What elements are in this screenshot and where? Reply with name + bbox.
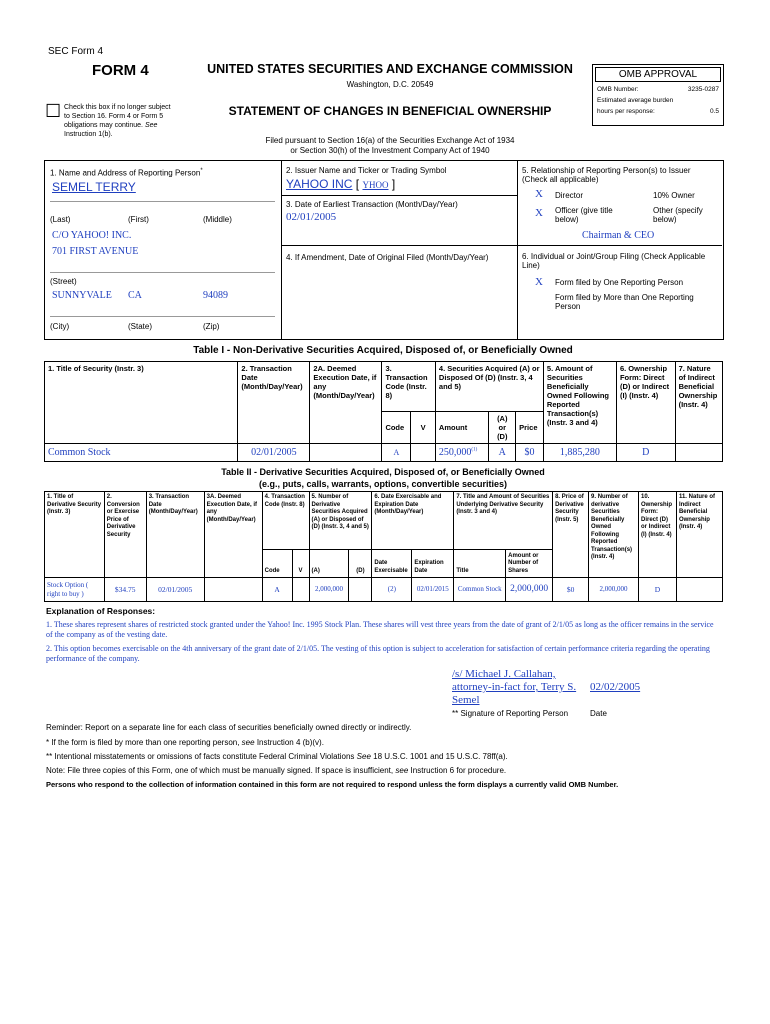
t2-h-owned: 9. Number of derivative Securities Beneficially Owned Following Reported Transaction(s) (Instr. 4) [589, 492, 639, 578]
address-line1: C/O YAHOO! INC. [52, 230, 132, 241]
issuer-name: YAHOO INC [286, 177, 353, 191]
earliest-transaction-date: 02/01/2005 [286, 211, 337, 223]
director-check[interactable]: X [535, 188, 543, 200]
t1-amount: 250,000$^{(1)}$ [435, 444, 488, 462]
sec-form-label: SEC Form 4 [48, 46, 104, 57]
address-line2: 701 FIRST AVENUE [52, 246, 139, 257]
t2-h-amount: Amount or Number of Shares [506, 550, 553, 578]
footnote-note: Note: File three copies of this Form, one of which must be manually signed. If space is insufficient, see Instruction 6 for procedure. [46, 766, 507, 775]
t1-transaction-date: 02/01/2005 [238, 444, 310, 462]
omb-notice: Persons who respond to the collection of information contained in this form are not required to respond unless the form displays a currently valid OMB Number. [46, 780, 619, 789]
t1-aord: A [489, 444, 516, 462]
t1-h-aord: (A) or (D) [489, 412, 516, 444]
t2-h-underlying: 7. Title and Amount of Securities Underlying Derivative Security (Instr. 3 and 4) [454, 492, 553, 550]
reminder: Reminder: Report on a separate line for each class of securities beneficially owned directly or indirectly. [46, 723, 412, 732]
t2-code: A [262, 578, 292, 602]
city-value: SUNNYVALE [52, 290, 112, 301]
t1-h-owned: 5. Amount of Securities Beneficially Owned Following Reported Transaction(s) (Instr. 3 and 4) [543, 362, 616, 444]
explanation-title: Explanation of Responses: [46, 606, 156, 616]
officer-check[interactable]: X [535, 207, 543, 219]
t1-h-title: 1. Title of Security (Instr. 3) [45, 362, 238, 444]
commission-location: Washington, D.C. 20549 [346, 80, 434, 89]
t1-owned: 1,885,280 [543, 444, 616, 462]
t2-h-price: 8. Price of Derivative Security (Instr. 5) [553, 492, 589, 578]
issuer-line: YAHOO INC [ YHOO ] [286, 177, 396, 191]
officer-title: Chairman & CEO [582, 230, 655, 241]
signature-date: 02/02/2005 [590, 681, 641, 693]
no-longer-subject-checkbox[interactable]: ☐ [45, 101, 62, 121]
t2-h-exp: Expiration Date [412, 550, 454, 578]
middle-label: (Middle) [203, 215, 232, 224]
t2-h-exercisable: 6. Date Exercisable and Expiration Date (Month/Day/Year) [372, 492, 454, 550]
t1-h-nature: 7. Nature of Indirect Beneficial Ownership (Instr. 4) [675, 362, 722, 444]
t2-h-nature: 11. Nature of Indirect Beneficial Ownership (Instr. 4) [676, 492, 722, 578]
t1-code: A [382, 444, 411, 462]
table-row [45, 444, 723, 462]
omb-number-row: OMB Number: 3235-0287 [597, 86, 719, 93]
t2-owned: 2,000,000 [589, 578, 639, 602]
box4-label: 4. If Amendment, Date of Original Filed (Month/Day/Year) [286, 253, 489, 262]
box5-label: 5. Relationship of Reporting Person(s) to Issuer (Check all applicable) [522, 166, 691, 184]
t2-exercisable: (2) [372, 578, 412, 602]
date-label: Date [590, 709, 607, 718]
box2-label: 2. Issuer Name and Ticker or Trading Symbol [286, 166, 447, 175]
box3-label: 3. Date of Earliest Transaction (Month/Day/Year) [286, 200, 458, 209]
t2-underlying-title: Common Stock [454, 578, 506, 602]
reporting-person-name: SEMEL TERRY [52, 180, 136, 194]
signature-label: ** Signature of Reporting Person [452, 709, 569, 718]
last-label: (Last) [50, 215, 71, 224]
omb-approval-box [592, 64, 724, 126]
officer-label: Officer (give title below) [555, 206, 613, 224]
table1 [44, 361, 723, 462]
t2-h-conversion: 2. Conversion or Exercise Price of Derivative Security [104, 492, 146, 578]
form-title: FORM 4 [92, 62, 149, 79]
t2-h-title: 1. Title of Derivative Security (Instr. 3) [45, 492, 105, 578]
state-label: (State) [128, 322, 153, 331]
table1-title: Table I - Non-Derivative Securities Acquired, Disposed of, or Beneficially Owned [193, 345, 573, 356]
t2-h-v: V [292, 550, 309, 578]
checkbox-instructions: Check this box if no longer subject to Section 16. Form 4 or Form 5 obligations may continue. See Instruction 1(b). [64, 104, 171, 138]
omb-burden: Estimated average burden [597, 97, 674, 104]
t2-conversion-price: $34.75 [104, 578, 146, 602]
t1-h-amount: Amount [435, 412, 488, 444]
footnote-star: * If the form is filed by more than one reporting person, see Instruction 4 (b)(v). [46, 738, 324, 747]
t2-underlying-shares: 2,000,000 [506, 578, 553, 602]
table2 [44, 491, 723, 602]
omb-hours-row: hours per response: 0.5 [597, 108, 719, 115]
t2-expiration: 02/01/2015 [412, 578, 454, 602]
one-person-label: Form filed by One Reporting Person [555, 278, 684, 287]
t2-h-code-sub: Code [262, 550, 292, 578]
t1-h-v: V [411, 412, 436, 444]
t2-transaction-date: 02/01/2005 [146, 578, 204, 602]
other-label: Other (specify below) [653, 206, 703, 224]
t2-h-date-ex: Date Exercisable [372, 550, 412, 578]
footnote-double-star: ** Intentional misstatements or omissions of facts constitute Federal Criminal Violations See 18 U.S.C. 1001 and 15 U.S.C. 78ff(a). [46, 752, 508, 761]
first-label: (First) [128, 215, 149, 224]
filed-pursuant: Filed pursuant to Section 16(a) of the Securities Exchange Act of 1934 or Section 30(h) of the Investment Company Act of 1940 [265, 136, 515, 155]
t2-acquired: 2,000,000 [309, 578, 349, 602]
box6-label: 6. Individual or Joint/Group Filing (Check Applicable Line) [522, 252, 706, 270]
director-label: Director [555, 191, 584, 200]
city-label: (City) [50, 322, 70, 331]
statement-title: STATEMENT OF CHANGES IN BENEFICIAL OWNERSHIP [228, 104, 552, 118]
one-person-check[interactable]: X [535, 276, 543, 288]
t2-h-number: 5. Number of Derivative Securities Acquired (A) or Disposed of (D) (Instr. 3, 4 and 5) [309, 492, 372, 550]
t1-form: D [616, 444, 675, 462]
t1-h-code-sub: Code [382, 412, 411, 444]
box1-label: 1. Name and Address of Reporting Person* [50, 168, 203, 178]
ten-pct-label: 10% Owner [653, 191, 695, 200]
t1-h-code: 3. Transaction Code (Instr. 8) [382, 362, 435, 412]
t2-h-ttl: Title [454, 550, 506, 578]
omb-approval-title: OMB APPROVAL [595, 67, 721, 82]
t2-derivative-price: $0 [553, 578, 589, 602]
t2-h-d: (D) [349, 550, 372, 578]
more-person-label: Form filed by More than One Reporting Person [555, 293, 694, 311]
table2-title: Table II - Derivative Securities Acquired, Disposed of, or Beneficially Owned (e.g., puts, calls, warrants, options, convertible securities) [221, 467, 545, 489]
zip-value: 94089 [203, 290, 228, 301]
ticker: YHOO [362, 180, 389, 190]
t1-h-date: 2. Transaction Date (Month/Day/Year) [238, 362, 310, 444]
zip-label: (Zip) [203, 322, 220, 331]
t2-h-deemed: 3A. Deemed Execution Date, if any (Month/Day/Year) [204, 492, 262, 578]
state-value: CA [128, 290, 142, 301]
t2-form: D [639, 578, 677, 602]
t1-price: $0 [516, 444, 544, 462]
t1-h-price: Price [516, 412, 544, 444]
commission-title: UNITED STATES SECURITIES AND EXCHANGE COMMISSION [207, 62, 573, 76]
t2-h-code: 4. Transaction Code (Instr. 8) [262, 492, 309, 550]
t2-h-a: (A) [309, 550, 349, 578]
t2-security-title: Stock Option ( right to buy ) [45, 578, 105, 602]
explanation-note-2: 2. This option becomes exercisable on the 4th anniversary of the grant date of 2/1/05. The vesting of this option is subject to acceleration for satisfaction of certain performance criteria regarding the operating performance of the company. [46, 644, 710, 663]
t1-h-acquired: 4. Securities Acquired (A) or Disposed Of (D) (Instr. 3, 4 and 5) [435, 362, 543, 412]
t1-security-title: Common Stock [45, 444, 238, 462]
signature: /s/ Michael J. Callahan, attorney-in-fact for, Terry S. Semel [452, 668, 577, 706]
t2-h-form: 10. Ownership Form: Direct (D) or Indirect (I) (Instr. 4) [639, 492, 677, 578]
t1-h-form: 6. Ownership Form: Direct (D) or Indirect (I) (Instr. 4) [616, 362, 675, 444]
t2-h-date: 3. Transaction Date (Month/Day/Year) [146, 492, 204, 578]
explanation-note-1: 1. These shares represent shares of restricted stock granted under the Yahoo! Inc. 1995 Stock Plan. These shares will vest three years from the date of grant of 2/1/05 as long as the officer remains in the service of the company as of the vesting date. [46, 620, 714, 639]
street-label: (Street) [50, 277, 77, 286]
table-row [45, 578, 723, 602]
t1-h-deemed: 2A. Deemed Execution Date, if any (Month/Day/Year) [310, 362, 382, 444]
